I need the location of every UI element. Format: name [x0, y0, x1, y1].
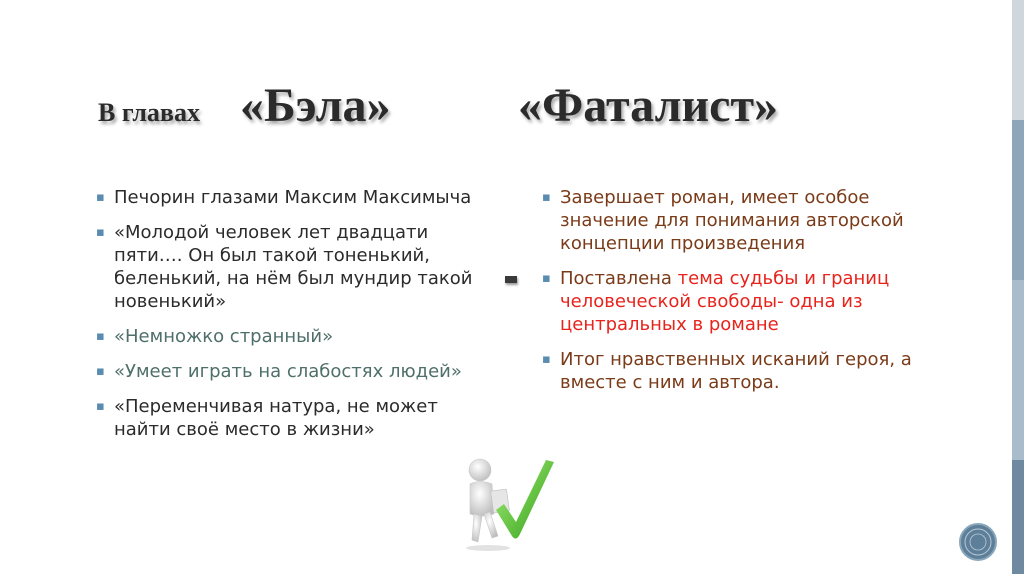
list-item-text: Печорин глазами Максим Максимыча: [114, 187, 472, 208]
bullet-icon: ▪: [96, 329, 105, 344]
side-decoration: [1012, 0, 1024, 574]
list-item-text: «Умеет играть на слабостях людей»: [114, 361, 462, 382]
list-item: [94, 395, 494, 441]
text-segment: Завершает роман, имеет особое значение для понимания авторской концепции произведения: [560, 187, 904, 254]
right-column: [540, 186, 950, 406]
bullet-icon: ▪: [96, 399, 105, 414]
separator-dash: [505, 276, 517, 283]
list-item-text: «Переменчивая натура, не может найти своё место в жизни»: [114, 396, 438, 440]
nav-circle-icon[interactable]: [958, 522, 998, 562]
list-item: [540, 267, 950, 336]
list-item-text: [560, 349, 912, 393]
list-item-text: [560, 187, 904, 254]
list-item: [94, 325, 494, 348]
side-stripe: [1012, 120, 1024, 280]
list-item-text: [560, 268, 889, 335]
text-segment: Поставлена: [560, 268, 678, 289]
left-column: [94, 186, 494, 453]
bullet-icon: ▪: [96, 364, 105, 379]
side-stripe: [1012, 280, 1024, 460]
title-bela: «Бэла»: [240, 79, 391, 132]
title-prefix: В главах: [98, 98, 200, 127]
text-segment: Итог нравственных исканий героя, а вместе с ним и автора.: [560, 349, 912, 393]
bullet-icon: ▪: [542, 352, 551, 367]
bullet-icon: ▪: [96, 190, 105, 205]
list-item: [94, 186, 494, 209]
figure-with-checkmark-icon: [458, 452, 558, 552]
highlighted-text-segment: тема судьбы и границ человеческой свободы- одна из центральных в романе: [560, 268, 890, 335]
list-item: [94, 360, 494, 383]
list-item: [540, 186, 950, 255]
list-item-text: «Немножко странный»: [114, 326, 334, 347]
list-item-text: «Молодой человек лет двадцати пяти…. Он был такой тоненький, беленький, на нём был мундир такой новенький»: [114, 222, 473, 312]
bullet-icon: ▪: [96, 225, 105, 240]
bullet-icon: ▪: [542, 271, 551, 286]
title-fatalist: «Фаталист»: [518, 79, 779, 132]
side-stripe: [1012, 460, 1024, 574]
list-item: [540, 348, 950, 394]
side-stripe: [1012, 0, 1024, 120]
list-item: [94, 221, 494, 313]
bullet-icon: ▪: [542, 190, 551, 205]
